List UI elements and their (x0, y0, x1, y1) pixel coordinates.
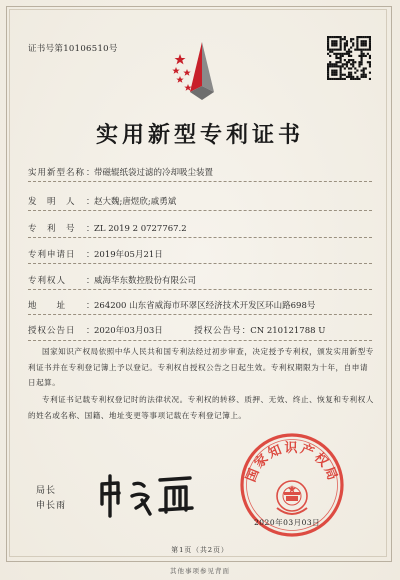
seal-text: 国家知识产权局 (243, 441, 341, 485)
address-row: 地 址 ：264200 山东省威海市环翠区经济技术开发区环山路698号 (28, 301, 316, 311)
body-paragraph-2: 专利证书记载专利权登记时的法律状况。专利权的转移、质押、无效、终止、恢复和专利权人的姓名或名称、国籍、地址变更等事项记载在专利登记簿上。 (28, 395, 374, 420)
patent-number-label: 专 利 号 (28, 224, 76, 234)
page-indicator: 第1页（共2页） (171, 546, 229, 554)
divider (28, 340, 372, 341)
seal-date: 2020年03月03日 (254, 518, 321, 527)
grant-row: 授权公告日 ：2020年03月03日 授权公告号：CN 210121788 U (28, 326, 326, 336)
patent-number-value: ZL 2019 2 0727767.2 (94, 224, 187, 234)
patentee-label: 专利权人 (28, 276, 67, 286)
qr-code-icon (327, 36, 371, 80)
divider (28, 210, 372, 211)
inventor-row: 发 明 人 ：赵大魏;唐煜欣;戚勇斌 (28, 197, 177, 207)
grant-number-label: 授权公告号 (194, 326, 242, 336)
utility-name-label: 实用新型名称 (28, 168, 86, 178)
utility-name-row: 实用新型名称：带磁辊纸袋过滤的冷却吸尘装置 (28, 168, 214, 178)
inventor-value: 赵大魏;唐煜欣;戚勇斌 (94, 197, 177, 207)
grant-date-label: 授权公告日 (28, 326, 76, 336)
divider (28, 289, 372, 290)
filing-date-row: 专利申请日 ：2019年05月21日 (28, 250, 163, 260)
divider (28, 263, 372, 264)
divider (28, 181, 372, 182)
patentee-row: 专利权人 ：威海华东数控股份有限公司 (28, 276, 197, 286)
cnipa-emblem-icon (170, 40, 230, 102)
utility-name-value: 带磁辊纸袋过滤的冷却吸尘装置 (94, 168, 214, 178)
certificate-number: 证书号第10106510号 (28, 44, 118, 54)
chief-name: 申长雨 (36, 501, 67, 511)
handwritten-signature (94, 470, 198, 520)
footer-note: 其他事项参见背面 (170, 567, 230, 575)
address-value: 264200 山东省威海市环翠区经济技术开发区环山路698号 (94, 301, 316, 311)
address-label: 地 址 (28, 301, 67, 311)
body-paragraph-1: 国家知识产权局依照中华人民共和国专利法经过初步审查，决定授予专利权，颁发实用新型专利证书并在专利登记簿上予以登记。专利权自授权公告之日起生效。专利权期限为十年，自申请日起算。 (28, 347, 374, 387)
divider (28, 237, 372, 238)
chief-title: 局长 (36, 486, 57, 496)
filing-date-label: 专利申请日 (28, 250, 76, 260)
inventor-label: 发 明 人 (28, 197, 76, 207)
filing-date-value: 2019年05月21日 (94, 250, 163, 260)
grant-number-value: CN 210121788 U (250, 326, 326, 336)
patent-number-row: 专 利 号 ：ZL 2019 2 0727767.2 (28, 224, 187, 234)
patentee-value: 威海华东数控股份有限公司 (94, 276, 197, 286)
certificate-title: 实用新型专利证书 (95, 122, 304, 148)
grant-date-value: 2020年03月03日 (94, 326, 163, 336)
divider (28, 314, 372, 315)
